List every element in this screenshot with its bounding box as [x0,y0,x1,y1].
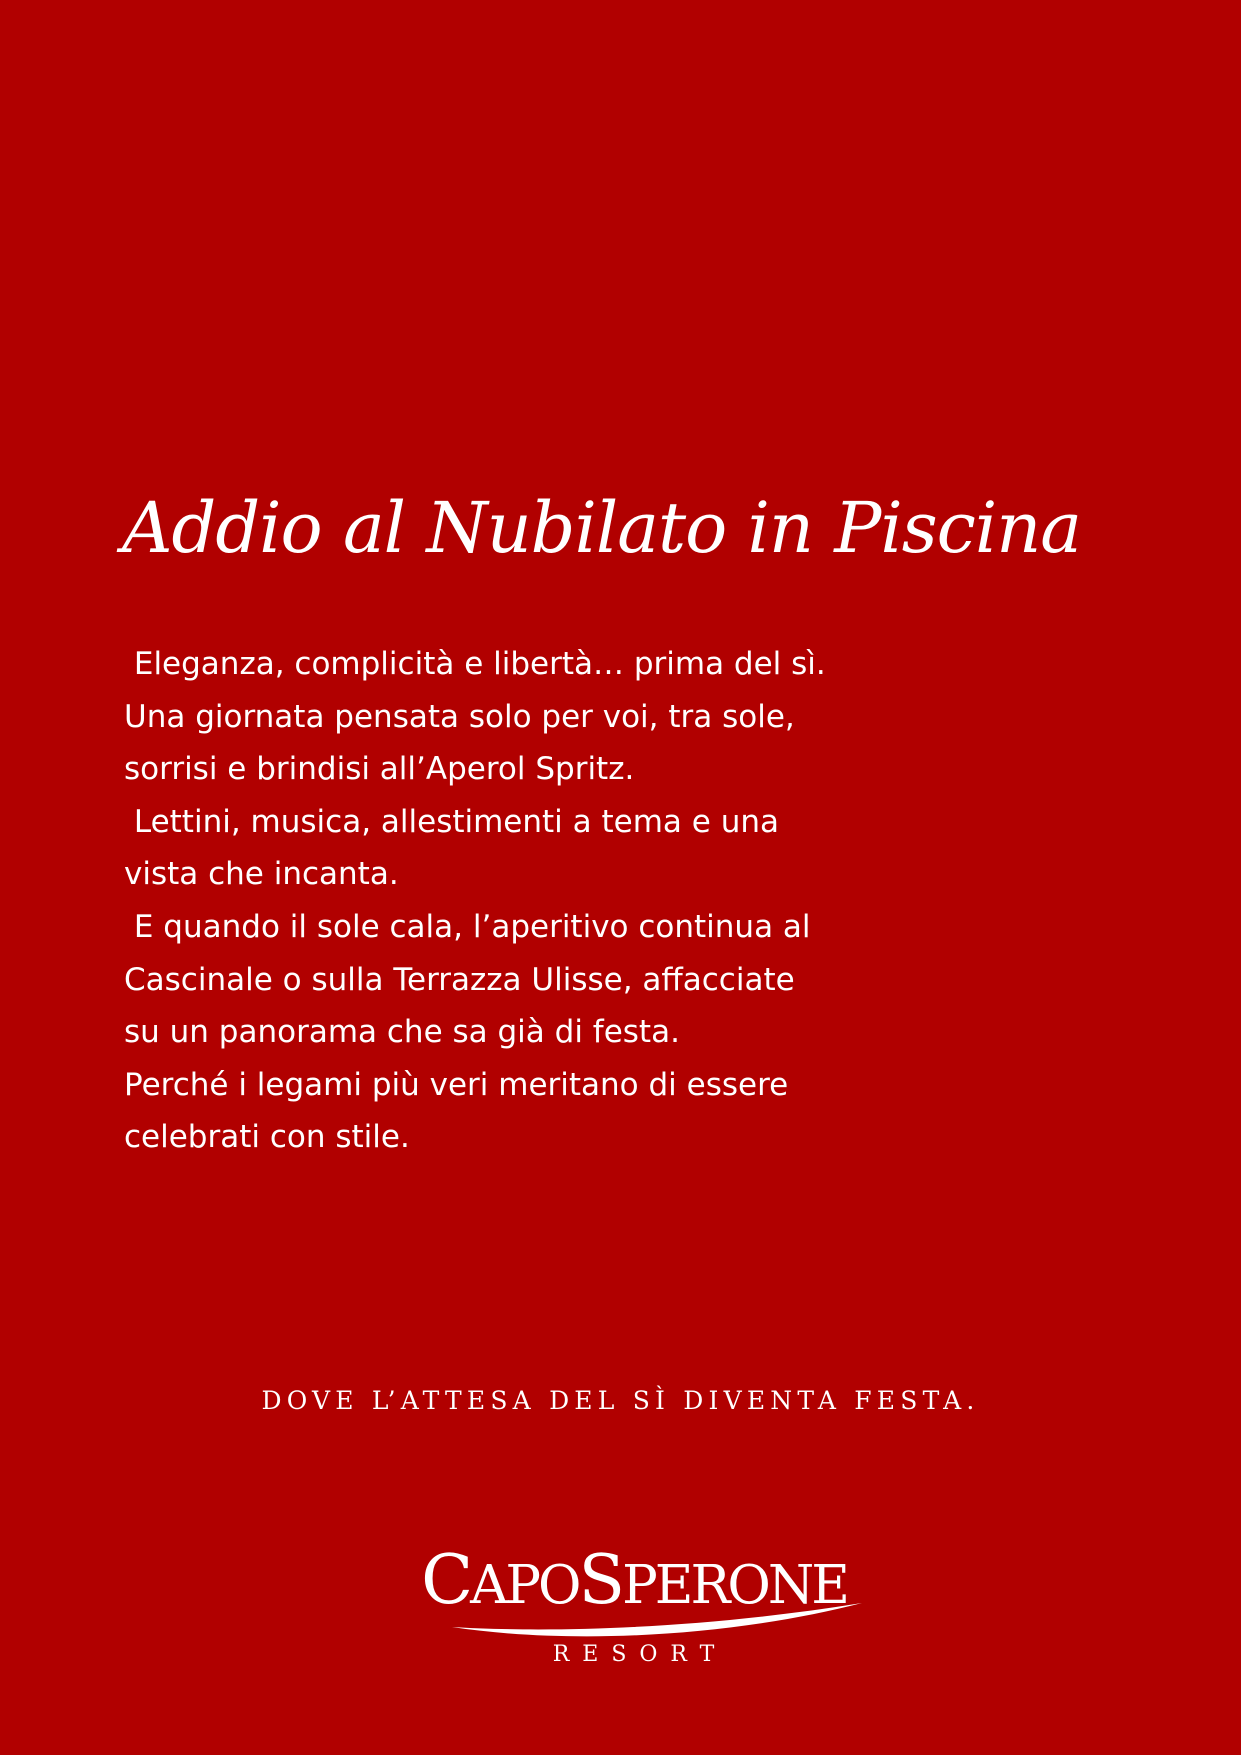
logo-rest: APO [470,1555,579,1616]
body-line: sorrisi e brindisi all’Aperol Spritz. [124,751,635,788]
body-line: Lettini, musica, allestimenti a tema e una [124,803,779,840]
logo-swoosh-icon [400,1593,870,1643]
tagline-text: DOVE L’ATTESA DEL SÌ DIVENTA FESTA. [261,1386,980,1415]
body-line: vista che incanta. [124,856,399,893]
flyer-title: Addio al Nubilato in Piscina [122,487,1082,569]
logo-subtitle: RESORT [552,1642,728,1667]
body-line: Cascinale o sulla Terrazza Ulisse, affacciate [124,961,795,998]
body-line: E quando il sole cala, l’aperitivo continua al [124,908,811,945]
body-line: Eleganza, complicità e libertà… prima del sì. [124,646,826,682]
tagline [0,1383,1241,1419]
logo-rest: PERONE [622,1555,847,1616]
body-line: Perché i legami più veri meritano di essere [124,1066,789,1103]
flyer-body-text [124,638,884,1164]
body-line: su un panorama che sa già di festa. [124,1014,680,1051]
resort-logo [400,1541,870,1675]
logo-initial: C [421,1541,471,1620]
body-line: Una giornata pensata solo per voi, tra sole, [124,698,795,735]
logo-initial: S [578,1541,623,1620]
body-line: celebrati con stile. [124,1119,410,1156]
